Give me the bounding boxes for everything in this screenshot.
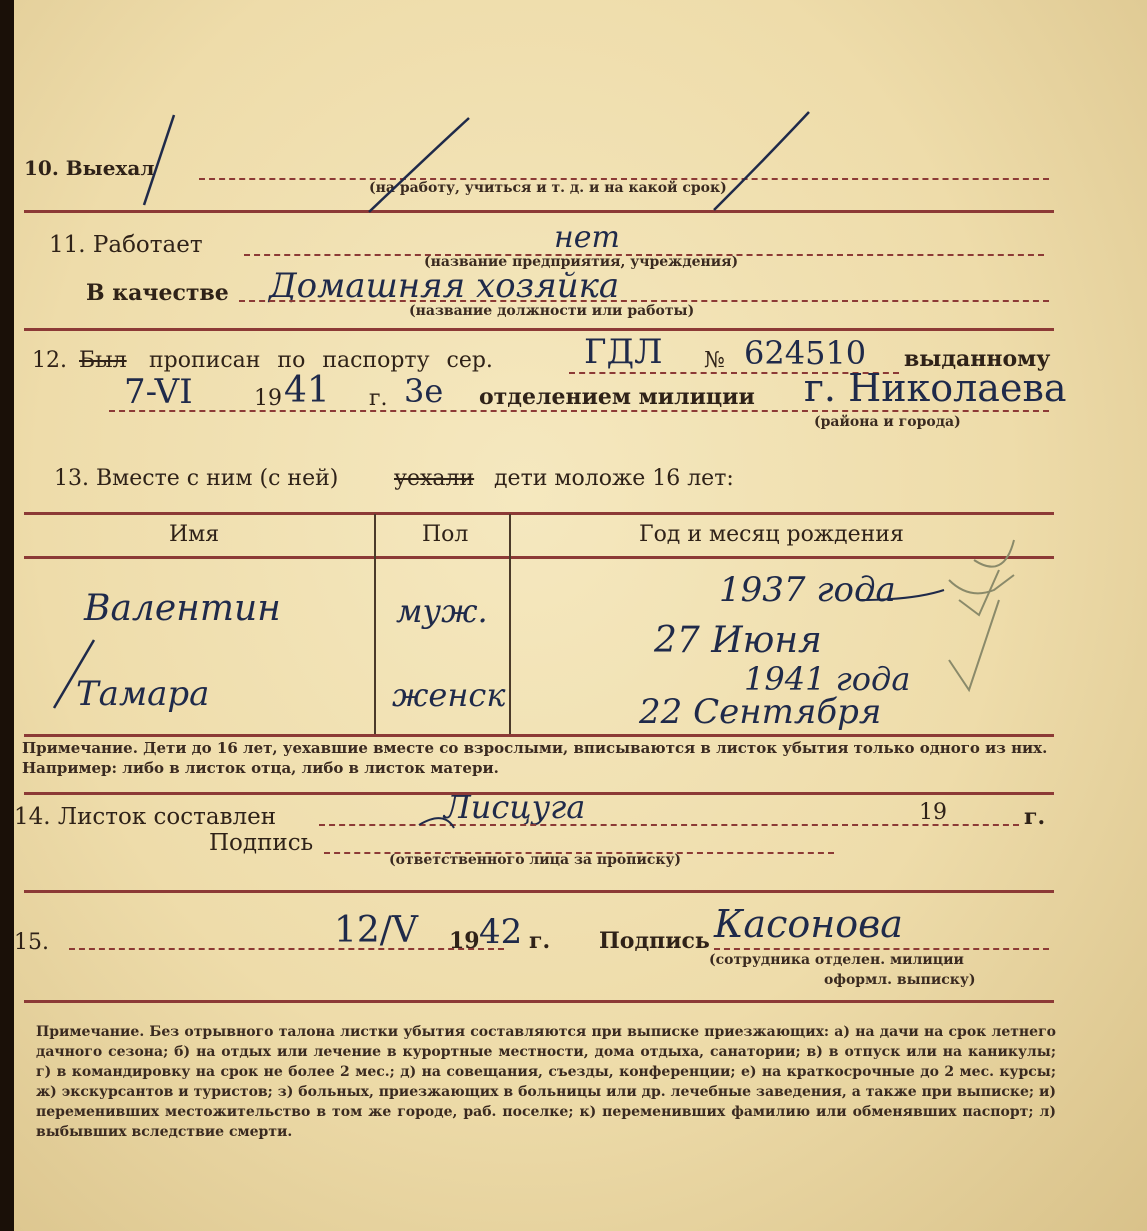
item11-position-value: Домашняя хозяйка bbox=[269, 266, 620, 306]
item12-g: г. bbox=[369, 386, 388, 411]
item15-g: г. bbox=[529, 928, 551, 954]
registration-form bbox=[14, 0, 1147, 1231]
item12-prefix: 12. bbox=[32, 348, 67, 373]
item15-year-prefix: 19 bbox=[449, 928, 480, 954]
handwritten-strokes bbox=[14, 0, 1147, 1231]
item12-year: 41 bbox=[284, 370, 330, 411]
item10-hint: (на работу, учиться и т. д. и на какой срок) bbox=[369, 180, 727, 196]
item12-struck: Был bbox=[79, 348, 127, 373]
child-sex: муж. bbox=[396, 592, 488, 630]
note-general: Примечание. Без отрывного талона листки убытия составляются при выписке приезжающих: а) на дачи на срок летнего дачного сезона; б) на отдых или лечение в курортные местности, дома отдыха, санатории; в) в отпуск или на каникулы; г) в командировку на срок не более 2 мес.; д) на совещания, съезды, конференции; е) на краткосрочные до 2 мес. курсы; ж) экскурсантов и туристов; з) больных, приезжающих в больницы или др. лечебные заведения, а также при выписке; и) переменивших местожительство в том же городе, раб. поселке; к) переменивших фамилию или обменявших паспорт; л) выбывших вследствие смерти. bbox=[36, 1024, 1056, 1140]
item12-hint: (района и города) bbox=[814, 414, 961, 430]
item12-issued: выданному bbox=[904, 346, 1051, 372]
item12-number-label: № bbox=[704, 348, 725, 373]
child-birth-date: 22 Сентября bbox=[639, 692, 882, 732]
item15-sign: Касонова bbox=[714, 902, 903, 946]
item14-label: 14. Листок составлен bbox=[14, 804, 277, 830]
item15-date: 12/V bbox=[334, 910, 418, 951]
item10-label: 10. Выехал bbox=[24, 156, 155, 180]
item14-g: г. bbox=[1024, 804, 1046, 830]
child-birth-year: 1937 года bbox=[719, 570, 896, 610]
col-sex-header: Пол bbox=[422, 522, 469, 547]
item14-sign-label: Подпись bbox=[209, 830, 314, 856]
child-name: Валентин bbox=[84, 588, 281, 629]
item13-struck: уехали bbox=[394, 466, 475, 491]
item15-year: 42 bbox=[479, 912, 523, 952]
child-birth-year: 1941 года bbox=[744, 660, 911, 698]
item12-city: г. Николаева bbox=[804, 366, 1067, 410]
item12-dept: 3е bbox=[404, 372, 444, 410]
item15-hint-b: оформл. выписку) bbox=[824, 972, 976, 988]
item11-hint: (название предприятия, учреждения) bbox=[424, 254, 739, 270]
col-name-header: Имя bbox=[169, 522, 220, 547]
item15-hint-a: (сотрудника отделен. милиции bbox=[709, 952, 964, 968]
item11-label: 11. Работает bbox=[49, 232, 203, 258]
child-birth-date: 27 Июня bbox=[654, 620, 822, 661]
item11-position-hint: (название должности или работы) bbox=[409, 303, 695, 319]
item14-hint: (ответственного лица за прописку) bbox=[389, 852, 682, 868]
item12-dept-label: отделением милиции bbox=[479, 384, 755, 410]
item12-number: 624510 bbox=[744, 334, 867, 372]
note-children: Примечание. Дети до 16 лет, уехавшие вместе со взрослыми, вписываются в листок убытия только одного из них. Например: либо в листок отца, либо в листок матери. bbox=[22, 739, 1048, 777]
col-birth-header: Год и месяц рождения bbox=[639, 522, 904, 547]
item12-year-prefix: 19 bbox=[254, 386, 282, 411]
item11-position-label: В качестве bbox=[86, 280, 229, 306]
item13-label-a: 13. Вместе с ним (с ней) bbox=[54, 466, 339, 491]
item14-sign: Лисцуга bbox=[444, 788, 586, 826]
child-sex: женск bbox=[392, 676, 506, 714]
item12-series: ГДЛ bbox=[584, 332, 663, 372]
item12-day: 7-VI bbox=[124, 372, 193, 412]
item15-label: 15. bbox=[14, 930, 49, 955]
item12-label: прописан по паспорту сер. bbox=[149, 348, 493, 373]
item14-year-prefix: 19 bbox=[919, 800, 947, 825]
item13-label-b: дети моложе 16 лет: bbox=[494, 466, 734, 491]
item11-value: нет bbox=[554, 220, 620, 255]
item15-sign-label: Подпись bbox=[599, 928, 710, 954]
child-name: Тамара bbox=[76, 674, 210, 714]
